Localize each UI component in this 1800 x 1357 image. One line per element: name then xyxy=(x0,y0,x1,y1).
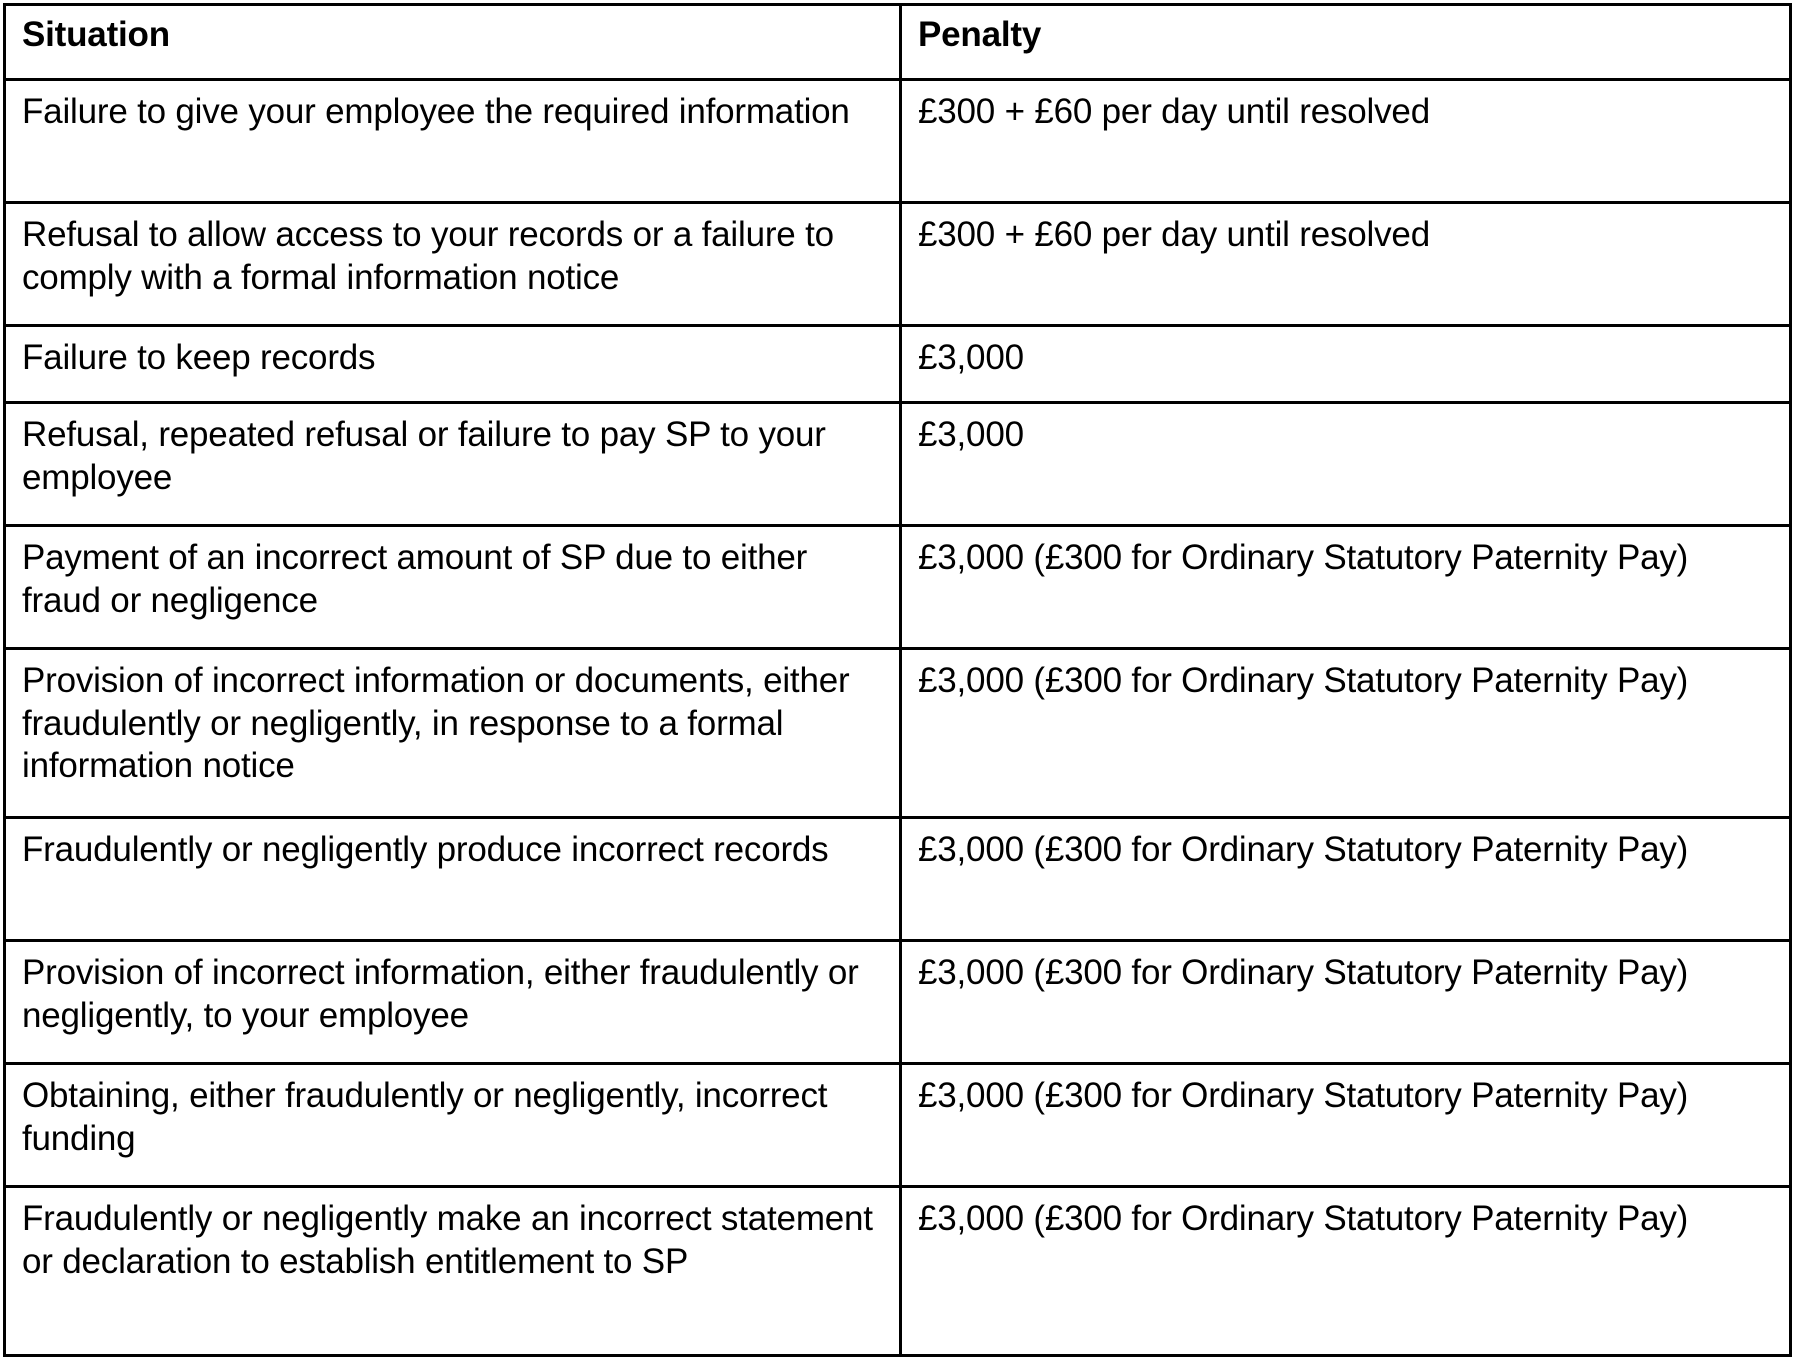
situation-text: Payment of an incorrect amount of SP due to either fraud or negligence xyxy=(22,538,808,620)
table-row xyxy=(5,818,1791,941)
table-row xyxy=(5,1187,1791,1356)
table-header xyxy=(5,5,1791,80)
cell-situation xyxy=(5,403,901,526)
penalty-text: £3,000 xyxy=(918,415,1024,454)
cell-penalty xyxy=(901,326,1791,403)
cell-penalty xyxy=(901,818,1791,941)
table-row xyxy=(5,203,1791,326)
table-row xyxy=(5,649,1791,818)
situation-text: Refusal, repeated refusal or failure to pay SP to your employee xyxy=(22,415,826,497)
cell-penalty xyxy=(901,203,1791,326)
penalty-text: £300 + £60 per day until resolved xyxy=(918,92,1430,131)
penalty-text: £3,000 (£300 for Ordinary Statutory Paternity Pay) xyxy=(918,1199,1689,1238)
table-row xyxy=(5,1064,1791,1187)
cell-situation xyxy=(5,203,901,326)
penalty-text: £3,000 (£300 for Ordinary Statutory Paternity Pay) xyxy=(918,538,1689,577)
situation-text: Provision of incorrect information, either fraudulently or negligently, to your employee xyxy=(22,953,859,1035)
situation-text: Obtaining, either fraudulently or negligently, incorrect funding xyxy=(22,1076,828,1158)
cell-penalty xyxy=(901,1187,1791,1356)
column-header-penalty xyxy=(901,5,1791,80)
column-header-situation-label: Situation xyxy=(22,15,170,54)
penalty-text: £3,000 (£300 for Ordinary Statutory Paternity Pay) xyxy=(918,661,1689,700)
cell-situation xyxy=(5,649,901,818)
cell-situation xyxy=(5,526,901,649)
situation-text: Fraudulently or negligently make an incorrect statement or declaration to establish entitlement to SP xyxy=(22,1199,873,1281)
penalty-text: £3,000 (£300 for Ordinary Statutory Paternity Pay) xyxy=(918,953,1689,992)
cell-situation xyxy=(5,1187,901,1356)
penalty-text: £3,000 xyxy=(918,338,1024,377)
cell-penalty xyxy=(901,80,1791,203)
table-row xyxy=(5,403,1791,526)
cell-penalty xyxy=(901,649,1791,818)
table-row xyxy=(5,80,1791,203)
cell-penalty xyxy=(901,403,1791,526)
cell-situation xyxy=(5,941,901,1064)
cell-situation xyxy=(5,1064,901,1187)
penalty-text: £3,000 (£300 for Ordinary Statutory Paternity Pay) xyxy=(918,830,1689,869)
table-body xyxy=(5,80,1791,1356)
column-header-situation xyxy=(5,5,901,80)
situation-text: Failure to give your employee the required information xyxy=(22,92,850,131)
table-header-row xyxy=(5,5,1791,80)
penalty-text: £300 + £60 per day until resolved xyxy=(918,215,1430,254)
table-row xyxy=(5,326,1791,403)
cell-penalty xyxy=(901,941,1791,1064)
penalty-text: £3,000 (£300 for Ordinary Statutory Paternity Pay) xyxy=(918,1076,1689,1115)
cell-situation xyxy=(5,818,901,941)
cell-situation xyxy=(5,326,901,403)
situation-text: Fraudulently or negligently produce incorrect records xyxy=(22,830,829,869)
table-row xyxy=(5,526,1791,649)
table-row xyxy=(5,941,1791,1064)
cell-penalty xyxy=(901,1064,1791,1187)
penalty-table-container xyxy=(3,3,1789,1357)
column-header-penalty-label: Penalty xyxy=(918,15,1042,54)
situation-text: Failure to keep records xyxy=(22,338,376,377)
cell-penalty xyxy=(901,526,1791,649)
situation-text: Refusal to allow access to your records or a failure to comply with a formal information notice xyxy=(22,215,834,297)
cell-situation xyxy=(5,80,901,203)
statutory-pay-penalties-table xyxy=(3,3,1792,1357)
situation-text: Provision of incorrect information or documents, either fraudulently or negligently, in response to a formal information notice xyxy=(22,661,850,786)
